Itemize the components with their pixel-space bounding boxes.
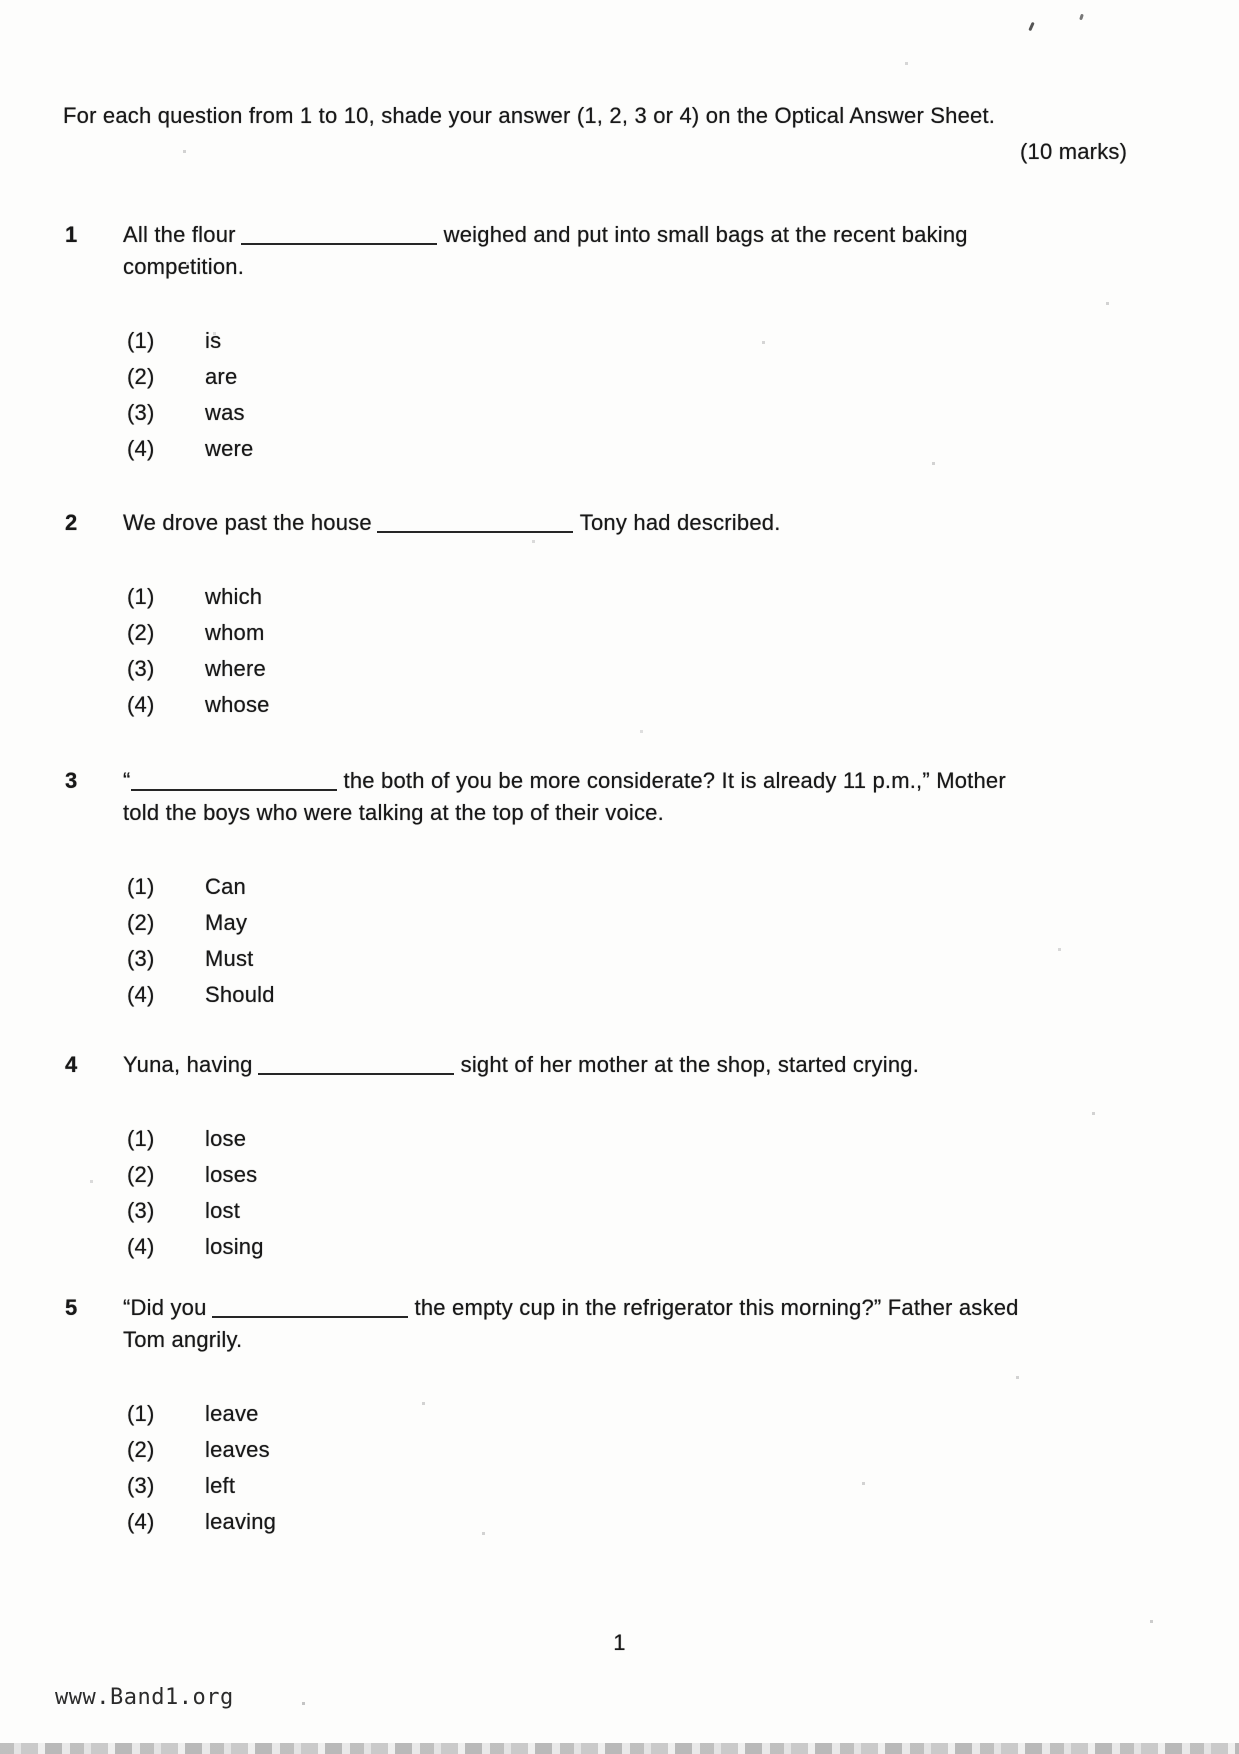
- option-row: [127, 977, 1179, 1013]
- stem-text-pre: All the flour: [123, 222, 236, 247]
- question-stem: [123, 765, 1179, 829]
- option-row: [127, 1229, 1179, 1265]
- instruction-text: For each question from 1 to 10, shade your answer (1, 2, 3 or 4) on the Optical Answer Sheet.: [63, 103, 996, 128]
- answer-blank: [131, 776, 337, 791]
- answer-blank: [241, 230, 437, 245]
- stem-text-post: sight of her mother at the shop, started crying.: [460, 1052, 920, 1077]
- stem-text-pre: “Did you: [123, 1295, 207, 1320]
- question-5: [63, 1292, 1179, 1540]
- option-text: whom: [205, 620, 265, 645]
- option-row: [127, 1157, 1179, 1193]
- option-text: Can: [205, 874, 246, 899]
- option-label: (3): [127, 656, 155, 681]
- option-text: Should: [205, 982, 275, 1007]
- question-number: 5: [65, 1295, 78, 1320]
- option-text: is: [205, 328, 222, 353]
- options-list: [127, 1121, 1179, 1265]
- option-label: (4): [127, 692, 155, 717]
- option-text: May: [205, 910, 248, 935]
- answer-blank: [212, 1303, 408, 1318]
- option-row: [127, 323, 1179, 359]
- options-list: [127, 579, 1179, 723]
- question-1: [63, 219, 1179, 467]
- question-number: 2: [65, 510, 78, 535]
- option-label: (1): [127, 328, 155, 353]
- option-label: (2): [127, 1437, 155, 1462]
- option-text: lost: [205, 1198, 241, 1223]
- stem-text-post: weighed and put into small bags at the recent baking: [443, 222, 968, 247]
- option-row: [127, 1468, 1179, 1504]
- options-list: [127, 869, 1179, 1013]
- option-text: left: [205, 1473, 236, 1498]
- option-label: (2): [127, 1162, 155, 1187]
- option-text: whose: [205, 692, 270, 717]
- marks-label: (10 marks): [1020, 139, 1128, 164]
- stem-text-line2: Tom angrily.: [123, 1327, 243, 1352]
- option-text: loses: [205, 1162, 258, 1187]
- option-label: (4): [127, 1234, 155, 1259]
- option-label: (3): [127, 1198, 155, 1223]
- stem-text-post: Tony had described.: [579, 510, 781, 535]
- option-text: leave: [205, 1401, 259, 1426]
- option-text: leaves: [205, 1437, 270, 1462]
- option-row: [127, 941, 1179, 977]
- option-label: (1): [127, 874, 155, 899]
- option-label: (1): [127, 1126, 155, 1151]
- option-row: [127, 1504, 1179, 1540]
- option-row: [127, 687, 1179, 723]
- options-list: [127, 323, 1179, 467]
- scan-bottom-edge: [0, 1743, 1239, 1754]
- option-text: leaving: [205, 1509, 277, 1534]
- question-2: [63, 507, 1179, 723]
- stem-text-line2: competition.: [123, 254, 245, 279]
- option-label: (3): [127, 400, 155, 425]
- option-row: [127, 1396, 1179, 1432]
- option-row: [127, 1121, 1179, 1157]
- question-number: 3: [65, 768, 78, 793]
- option-row: [127, 615, 1179, 651]
- option-label: (4): [127, 436, 155, 461]
- question-number: 4: [65, 1052, 78, 1077]
- stem-text-post: the both of you be more considerate? It is already 11 p.m.,” Mother: [343, 768, 1006, 793]
- scan-speck: [1079, 14, 1084, 21]
- option-label: (1): [127, 1401, 155, 1426]
- option-text: are: [205, 364, 238, 389]
- footer-url: www.Band1.org: [55, 1685, 234, 1710]
- option-row: [127, 1193, 1179, 1229]
- stem-text-post: the empty cup in the refrigerator this morning?” Father asked: [414, 1295, 1019, 1320]
- option-text: was: [205, 400, 245, 425]
- option-row: [127, 579, 1179, 615]
- scan-speck: [1028, 22, 1034, 31]
- stem-text-line2: told the boys who were talking at the top of their voice.: [123, 800, 664, 825]
- option-label: (4): [127, 982, 155, 1007]
- option-row: [127, 651, 1179, 687]
- answer-blank: [377, 518, 573, 533]
- question-number: 1: [65, 222, 78, 247]
- question-stem: [123, 1292, 1179, 1356]
- option-row: [127, 395, 1179, 431]
- option-text: losing: [205, 1234, 264, 1259]
- question-stem: [123, 1049, 1179, 1081]
- option-label: (3): [127, 946, 155, 971]
- stem-text-pre: We drove past the house: [123, 510, 372, 535]
- option-text: which: [205, 584, 263, 609]
- answer-blank: [258, 1060, 454, 1075]
- option-label: (2): [127, 364, 155, 389]
- question-stem: [123, 219, 1179, 283]
- question-3: [63, 765, 1179, 1013]
- option-row: [127, 905, 1179, 941]
- option-label: (4): [127, 1509, 155, 1534]
- option-label: (2): [127, 910, 155, 935]
- page-number: 1: [613, 1630, 626, 1655]
- question-stem: [123, 507, 1179, 539]
- option-label: (2): [127, 620, 155, 645]
- scan-noise: [0, 0, 3, 3]
- option-row: [127, 431, 1179, 467]
- option-label: (1): [127, 584, 155, 609]
- option-text: Must: [205, 946, 254, 971]
- option-label: (3): [127, 1473, 155, 1498]
- option-text: where: [205, 656, 266, 681]
- option-row: [127, 359, 1179, 395]
- option-text: were: [205, 436, 254, 461]
- option-row: [127, 869, 1179, 905]
- option-row: [127, 1432, 1179, 1468]
- stem-text-pre: “: [123, 768, 131, 793]
- question-4: [63, 1049, 1179, 1265]
- option-text: lose: [205, 1126, 247, 1151]
- options-list: [127, 1396, 1179, 1540]
- stem-text-pre: Yuna, having: [123, 1052, 253, 1077]
